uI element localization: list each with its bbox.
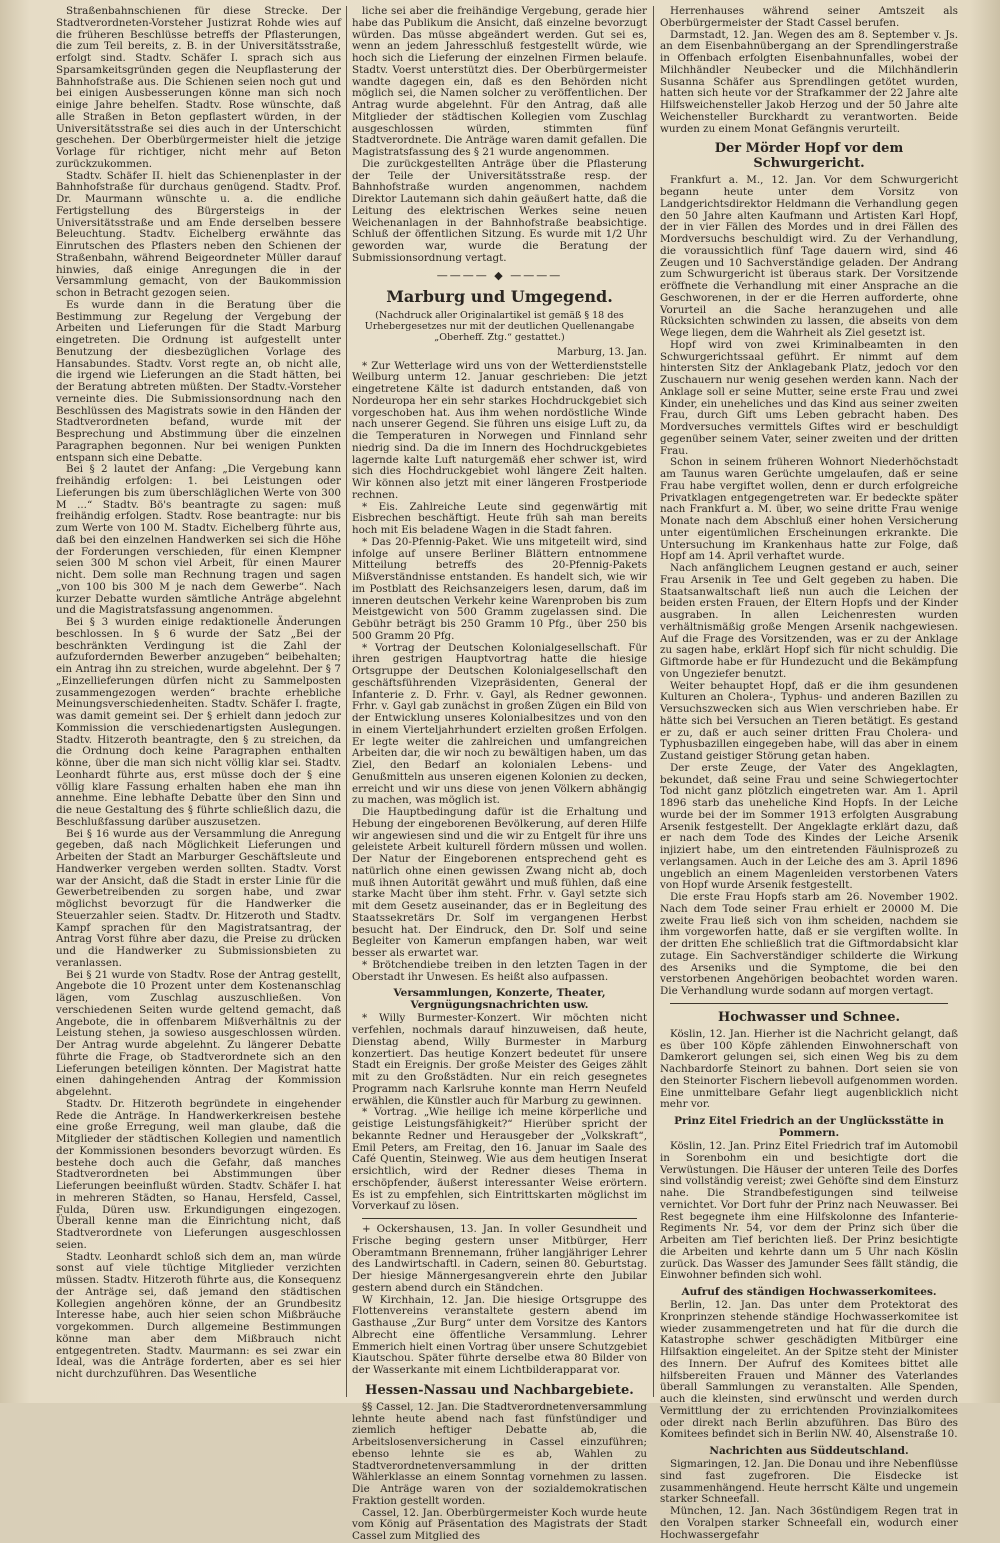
paragraph: Berlin, 12. Jan. Das unter dem Protektorat des Kronprinzen stehende ständige Hochwasserkomitee ist wieder zusammengetreten und hat für die durch die Katastrophe schwer geschädigten Mitbürger eine Hilfsaktion eingeleitet. An der Spitze steht der Minister des Innern. Der Aufruf des Komitees bittet alle hilfsbereiten Frauen und Männer des Vaterlandes überall Sammlungen zu veranstalten. Alle Spenden, auch die kleinsten, sind erwünscht und werden durch Vermittlung der zu errichtenden Provinzialkomitees oder direkt nach Berlin abzuführen. Das Büro des Komitees befindet sich in Berlin NW. 40, Alsenstraße 10. (660, 1299, 958, 1441)
paragraph: Köslin, 12. Jan. Hierher ist die Nachricht gelangt, daß es über 100 Köpfe zählenden Einwohnerschaft von Damkerort gelungen sei, sich einen Weg bis zu dem Nachbardorfe Steinort zu bahnen. Dort seien sie von den Steinorter Fischern liebevoll aufgenommen worden. Eine unmittelbare Gefahr liegt augenblicklich nicht mehr vor. (660, 1027, 958, 1111)
paragraph: Nach anfänglichem Leugnen gestand er auch, seiner Frau Arsenik in Tee und Gelt gegeben zu haben. Die Staatsanwaltschaft ließ nun auch die Leichen der beiden ersten Frauen, der Eltern Hopfs und der Kinder ausgraben. In allen Leichenresten wurden verhältnismäßig große Mengen Arsenik nachgewiesen. Auf die Frage des Vorsitzenden, was er zu der Anklage zu sagen habe, erklärt Hopf sich für nicht schuldig. Die Giftmorde habe er für Hundezucht und die Bekämpfung von Ungeziefer benutzt. (660, 562, 958, 680)
paragraph: Die erste Frau Hopfs starb am 26. November 1902. Nach dem Tode seiner Frau erhielt er 20000 M. Die zweite Frau ließ sich von ihm scheiden, nachdem sie ihm vorgeworfen hatte, daß er sie vergiften wollte. In der dritten Ehe schließlich trat die Giftmordabsicht klar zutage. Ein Sachverständiger schilderte die Wirkung des Arseniks und die Symptome, die bei den verstorbenen Angehörigen beobachtet worden waren. Die Verhandlung wurde sodann auf morgen vertagt. (660, 891, 958, 997)
paragraph: Bei § 16 wurde aus der Versammlung die Anregung gegeben, daß nach Möglichkeit Lieferungen und Arbeiten der Stadt an Marburger Geschäftsleute und Handwerker vergeben werden sollten. Stadtv. Vorst war der Ansicht, daß die Stadt in erster Linie für die Gewerbetreibenden zu sorgen habe, und zwar möglichst bevorzugt für die Handwerker die Steuerzahler seien. Stadtv. Dr. Hitzeroth und Stadtv. Kampf sprachen für den Magistratsantrag, der Antrag Vorst führe aber dazu, die Preise zu drücken und die Handwerker zu Submissionsbieten zu veranlassen. (56, 827, 341, 969)
article-text (660, 175, 958, 998)
column-2 (352, 5, 647, 1542)
paragraph: Der erste Zeuge, der Vater des Angeklagten, bekundet, daß seine Frau und seine Schwiegertochter Tod nicht ganz plötzlich eingetreten war. Am 1. April 1896 starb das uneheliche Kind Hopfs. In der Leiche wurde bei der im Sommer 1913 erfolgten Ausgrabung Arsenik festgestellt. Der Angeklagte erklärt dazu, daß er nach dem Tode des Kindes der Leiche Arsenik injiziert habe, um den eintretenden Fäulnisprozeß zu verlangsamen. Auch in der Leiche des am 3. April 1896 ungeblich an einem Magenleiden verstorbenen Vaters von Hopf wurde Arsenik festgestellt. (660, 761, 958, 892)
paragraph: liche sei aber die freihändige Vergebung, gerade hier habe das Publikum die Ansicht, daß einzelne bevorzugt würden. Das müsse abgeändert werden. Gut sei es, wenn an jedem Jahresschluß festgestellt würde, wie hoch sich die Lieferung der einzelnen Firmen belaufe. Stadtv. Voerst unterstützt dies. Der Oberbürgermeister wandte dagegen ein, daß es den Behörden nicht möglich sei, die Namen solcher zu veröffentlichen. Der Antrag wurde abgelehnt. Für den Antrag, daß alle Mitglieder der städtischen Kollegien vom Zuschlag ausgeschlossen würden, stimmten fünf Stadtverordnete. Die Anträge waren damit gefallen. Die Magistratsfassung des § 21 wurde angenommen. (352, 5, 647, 158)
section-heading: Marburg und Umgegend. (386, 286, 613, 306)
paragraph: Stadtv. Dr. Hitzeroth begründete in eingehender Rede die Anträge. In Handwerkerkreisen bestehe eine große Erregung, weil man glaube, daß die Mitglieder der städtischen Kollegien und namentlich der Kommissionen besonders bevorzugt würden. Es bestehe doch auch die Gefahr, daß manches Stadtverordneten bei Abstimmungen über Lieferungen beeinflußt würden. Stadtv. Schäfer I. hat in mehreren Städten, so Hanau, Hersfeld, Cassel, Fulda, Düren usw. Erkundigungen eingezogen. Überall kenne man die Einrichtung nicht, daß Stadtverordnete von Lieferungen ausgeschlossen seien. (56, 1097, 341, 1251)
section-heading: Der Mörder Hopf vor dem Schwurgericht. (714, 141, 904, 172)
paragraph: Hopf wird von zwei Kriminalbeamten in den Schwurgerichtssaal geführt. Er nimmt auf dem hintersten Sitz der Anklagebank Platz, jedoch vor den Zuschauern nur wenig gesehen werden kann. Nach der Anklage soll er seine Mutter, seine erste Frau und zwei Kinder, ein uneheliches und das Kind aus seiner zweiten Frau, durch Gift ums Leben gebracht haben. Des Mordversuches vermittels Giftes wird er beschuldigt gegenüber seinem Vater, seiner zweiten und der dritten Frau. (660, 338, 958, 457)
paragraph: Frankfurt a. M., 12. Jan. Vor dem Schwurgericht begann heute unter dem Vorsitz von Landgerichtsdirektor Heldmann die Verhandlung gegen den 50 Jahre alten Kaufmann und Artisten Karl Hopf, der in vier Fällen des Mordes und in drei Fällen des Mordversuchs beschuldigt wird. Zu der Verhandlung, die voraussichtlich fünf Tage dauern wird, sind 46 Zeugen und 10 Sachverständige geladen. Der Andrang zum Schwurgericht ist überaus stark. Der Vorsitzende eröffnete die Verhandlung mit einer Ansprache an die Geschworenen, in der er die Herren aufforderte, ohne Vorurteil an die Sache heranzugehen und alle Rücksichten schwinden zu lassen, die abseits von dem Wege liegen, dem die Wahrheit als Ziel gesetzt ist. (660, 174, 958, 339)
paragraph: Köslin, 12. Jan. Prinz Eitel Friedrich traf im Automobil in Sorenbohm ein und besichtigte dort die Verwüstungen. Die Häuser der unteren Teile des Dorfes sind vollständig vereist; zwei Gehöfte sind dem Einsturz nahe. Die Strandbefestigungen sind teilweise vernichtet. Vor Dort fuhr der Prinz nach Neuwasser. Bei Rest begegnete ihm eine Hilfskolonne des Infanterie-Regiments Nr. 54, vor dem der Prinz sich über die Arbeiten am Tief berichten ließ. Der Prinz besichtigte die Arbeiten und kehrte dann um 5 Uhr nach Köslin zurück. Das Wasser des Jamunder Sees fällt ständig, die Einwohner befinden sich wohl. (660, 1140, 958, 1282)
article-text (660, 1300, 958, 1441)
dateline: Marburg, 13. Jan. (556, 346, 647, 358)
paragraph: Bei § 21 wurde von Stadtv. Rose der Antrag gestellt, Angebote die 10 Prozent unter dem Kostenanschlag lägen, vom Zuschlag auszuschließen. Von verschiedenen Seiten wurde geltend gemacht, daß Angebote, die in offenbarem Mißverhältnis zu der Leistung stehen, ja sowieso ausgeschlossen würden. Der Antrag wurde abgelehnt. Zu längerer Debatte führte die Frage, ob Stadtverordnete sich an den Lieferungen beteiligen könnten. Der Magistrat hatte einen dahingehenden Antrag der Kommission abgelehnt. (56, 968, 341, 1098)
paragraph: Weiter behauptet Hopf, daß er die ihm gesundenen Kulturen an Cholera-, Typhus- und anderen Bazillen zu Versuchszwecken sich aus Wien verschrieben habe. Er hätte sich bei Versuchen an Tieren betätigt. Es gestand er zu, daß er auch seiner dritten Frau Cholera- und Typhusbazillen eingegeben habe, will das aber in einem Zustand geistiger Störung getan haben. (660, 679, 958, 762)
paragraph: Sigmaringen, 12. Jan. Die Donau und ihre Nebenflüsse sind fast zugefroren. Die Eisdecke ist zusammenhängend. Heute herrscht Kälte und ungemein starker Schneefall. (660, 1458, 958, 1506)
subsection-heading: Nachrichten aus Süddeutschland. (709, 1445, 909, 1457)
paragraph: * Das 20-Pfennig-Paket. Wie uns mitgeteilt wird, sind infolge auf unsere Berliner Blättern entnommene Mitteilung betreffs des 20-Pfennig-Pakets Mißverständnisse entstanden. Es handelt sich, wie wir im Postblatt des Reichsanzeigers lesen, darum, daß im inneren deutschen Verkehr keine Warenproben bis zum Meistgewicht von 500 Gramm zugelassen sind. Die Gebühr beträgt bis 250 Gramm 10 Pfg., über 250 bis 500 Gramm 20 Pfg. (352, 535, 647, 642)
article-text (660, 6, 958, 135)
paragraph: Die zurückgestellten Anträge über die Pflasterung der Teile der Universitätsstraße resp. der Bahnhofstraße wurden angenommen, nachdem Direktor Lautemann sich dahin geäußert hatte, daß die Leitung des elektrischen Werkes seine neuen Weichenanlagen in der Bahnhofstraße beabsichtige. Schluß der öffentlichen Sitzung. Es wurde mit 1/2 Uhr geworden war, wurde die Beratung der Submissionsordnung vertagt. (352, 157, 647, 264)
paragraph: Stadtv. Schäfer II. hielt das Schienenplaster in der Bahnhofstraße für durchaus genügend. Stadtv. Prof. Dr. Maurmann wünschte u. a. die endliche Fertigstellung des Bürgersteigs in der Universitätsstraße und am Ende derselben bessere Beleuchtung. Stadtv. Eichelberg erwähnte das Einrutschen des Pflasters neben den Schienen der Straßenbahn, während Beigeordneter Müller darauf hinwies, daß einige Anregungen die in der Versammlung gemacht, von der Baukommission schon in Betracht gezogen seien. (56, 169, 341, 299)
paragraph: * Brötchendiebe treiben in den letzten Tagen in der Oberstadt ihr Unwesen. Es heißt also aufpassen. (352, 958, 647, 983)
paragraph: München, 12. Jan. Nach 36stündigem Regen trat in den Voralpen starker Schneefall ein, wodurch einer Hochwassergefahr (660, 1505, 958, 1541)
article-text (352, 1013, 647, 1213)
paragraph: Straßenbahnschienen für diese Strecke. Der Stadtverordneten-Vorsteher Justizrat Rohde wies auf die früheren Beschlüsse betreffs der Pflasterungen, die zum Teil bereits, z. B. in der Universitätsstraße, erfolgt sind. Stadtv. Schäfer I. sprach sich aus Sparsamkeitsgründen gegen die Neupflasterung der Bahnhofstraße aus. Die Schienen seien noch gut und bei einigen Ausbesserungen könne man sich noch einige Jahre behelfen. Stadtv. Rose wünschte, daß alle Straßen in Beton gepflastert würden, in der Universitätsstraße sei dies auch in der Unterschicht geschehen. Der Oberbürgermeister hielt die jetzige Vorlage für richtiger, nicht mehr auf Beton zurückzukommen. (56, 5, 341, 170)
subsection-heading: Aufruf des ständigen Hochwasserkomitees. (681, 1286, 937, 1298)
paragraph: * Eis. Zahlreiche Leute sind gegenwärtig mit Eisbrechen beschäftigt. Heute früh sah man bereits hoch mit Eis beladene Wagen in die Stadt fahren. (352, 500, 647, 536)
paragraph: Herrenhauses während seiner Amtszeit als Oberbürgermeister der Stadt Cassel berufen. (660, 5, 958, 29)
paragraph: Darmstadt, 12. Jan. Wegen des am 8. September v. Js. an dem Eisenbahnübergang an der Sprendlingerstraße in Offenbach erfolgten Eisenbahnunfalles, wobei der Milchhändler Neubecker und die Milchhändlerin Susanna Schäfer aus Sprendlingen getötet wurden, hatten sich heute vor der Strafkammer der 22 Jahre alte Hilfsweichensteller Jakob Herzog und der 50 Jahre alte Weichensteller Burckhardt zu verantworten. Beide wurden zu einem Monat Gefängnis verurteilt. (660, 28, 958, 135)
paragraph: §§ Cassel, 12. Jan. Die Stadtverordnetenversammlung lehnte heute abend nach fast fünfstündiger und ziemlich heftiger Debatte ab, die Arbeitslosenversicherung in Cassel einzuführen; ebenso lehnte sie es ab, Wahlen zu Stadtverordnetenversammlung in der dritten Wählerklasse an einem Sonntag vornehmen zu lassen. Die Anträge waren von der sozialdemokratischen Fraktion gestellt worden. (352, 1400, 647, 1507)
paragraph: Bei § 2 lautet der Anfang: „Die Vergebung kann freihändig erfolgen: 1. bei Leistungen oder Lieferungen bis zum überschläglichen Werte von 300 M ...“ Stadtv. Bö's beantragte zu sagen: muß freihändig erfolgen. Stadtv. Rose beantragte: nur bis zum Werte von 100 M. Stadtv. Eichelberg führte aus, daß bei den einzelnen Handwerken sei sich die Höhe der Forderungen verschieden, für einen Klempner seien 300 M schon viel Arbeit, für einen Maurer nicht. Dem solle man Rechnung tragen und sagen „von 100 bis 300 M je nach dem Gewerbe“. Nach kurzer Debatte wurden sämtliche Anträge abgelehnt und die Magistratsfassung angenommen. (56, 463, 341, 617)
subsection-heading: Prinz Eitel Friedrich an der Unglücksstätte in Pommern. (674, 1115, 944, 1139)
paragraph: W Kirchhain, 12. Jan. Die hiesige Ortsgruppe des Flottenvereins veranstaltete gestern abend im Gasthause „Zur Burg“ unter dem Vorsitze des Kantors Albrecht eine öffentliche Versammlung. Lehrer Emmerich hielt einen Vortrag über unsere Schutzgebiet Kiautschou. Später führte derselbe etwa 80 Bilder von der Wasserkante mit einem Lichtbilderapparat vor. (352, 1293, 647, 1376)
column-1 (56, 6, 341, 1397)
article-text (352, 1224, 647, 1377)
reprint-notice: (Nachdruck aller Originalartikel ist gemäß § 18 des Urhebergesetzes nur mit der deutlichen Quellenangabe „Oberheff. Ztg.“ gestattet.) (364, 309, 635, 343)
paragraph: Die Hauptbedingung dafür ist die Erhaltung und Hebung der eingeborenen Bevölkerung, auf deren Hilfe wir angewiesen sind und die wir zu Entgelt für ihre uns geleistete Arbeit kulturell fördern müssen und wollen. Der Natur der Eingeborenen entsprechend geht es natürlich ohne einen gewissen Zwang nicht ab, doch muß ihnen Autorität gewährt und muß fühlen, daß eine starke Macht über ihm steht. Frhr. v. Gayl setzte sich mit dem Gesetz auseinander, das er in Begleitung des Staatssekretärs Dr. Solf im vergangenen Herbst besucht hat. Der Eindruck, den Dr. Solf und seine Begleiter von Kamerun empfangen haben, war weit besser als erwartet war. (352, 806, 647, 959)
section-heading: Hessen-Nassau und Nachbargebiete. (365, 1382, 634, 1398)
paragraph: Schon in seinem früheren Wohnort Niederhöchstadt am Taunus waren Gerüchte umgelaufen, daß er seine Frau habe vergiftet wollen, denn er durch erfolgreiche Privatklagen entgegengetreten war. Er bedeckte später nach Frankfurt a. M. über, wo seine dritte Frau wenige Monate nach dem Abschluß einer hohen Versicherung unter eigentümlichen Erscheinungen erkrankte. Die Untersuchung im Krankenhaus hatte zur Folge, daß Hopf am 14. April verhaftet wurde. (660, 456, 958, 563)
article-text (352, 361, 647, 984)
article-text (660, 1141, 958, 1282)
paragraph: * Zur Wetterlage wird uns von der Wetterdienststelle Weilburg unterm 12. Januar geschrieben: Die jetzt eingetretene Kälte ist dadurch entstanden, daß von Nordeuropa her ein sehr starkes Hochdruckgebiet sich vorgeschoben hat. Aus ihm wehen nordöstliche Winde nach unserer Gegend. Sie führen uns eisige Luft zu, da die Temperaturen in Norwegen und Finnland sehr niedrig sind. Da die im Innern des Hochdruckgebietes lagernde kalte Luft naturgemäß eher schwer ist, wird sich dies Hochdruckgebiet wohl längere Zeit halten. Wir können also jetzt mit einer längeren Frostperiode rechnen. (352, 359, 647, 501)
subsection-heading: Versammlungen, Konzerte, Theater, Vergnügungsnachrichten usw. (393, 987, 606, 1012)
paragraph: Bei § 3 wurden einige redaktionelle Änderungen beschlossen. In § 6 wurde der Satz „Bei der beschränkten Verdingung ist die Zahl der aufzufordernden Bewerber anzugeben“ beibehalten; ein Antrag ihn zu streichen, wurde abgelehnt. Der § 7 „Einzellieferungen dürfen nicht zu Sammelposten zusammengezogen werden“ brachte erhebliche Meinungsverschiedenheiten. Stadtv. Schäfer I. fragte, was damit gemeint sei. Der § erhielt dann jedoch zur Kommission die verschiedenartigsten Auslegungen. Stadtv. Hitzeroth beantragte, den § zu streichen, da die Ordnung doch keine Paragraphen enthalten könne, über die man sich nicht völlig klar sei. Stadtv. Leonhardt führte aus, erst müsse doch der § eine völlig klare Fassung erhalten haben ehe man ihn annehme. Eine lebhafte Debatte über den Sinn und die neue Gestaltung des § führte schließlich dazu, die Beschlußfassung darüber auszusetzen. (56, 616, 341, 828)
article-text (352, 6, 647, 265)
divider (670, 1003, 948, 1004)
article-text (56, 6, 341, 1381)
article-text (660, 1459, 958, 1541)
column-3 (660, 5, 958, 1541)
article-text (660, 1029, 958, 1111)
divider (362, 1218, 637, 1219)
paragraph: * Vortrag der Deutschen Kolonialgesellschaft. Für ihren gestrigen Hauptvortrag hatte die hiesige Ortsgruppe der Deutschen Kolonialgesellschaft den geschäftsführenden Vizepräsidenten, General der Infanterie z. D. Frhr. v. Gayl, als Redner gewonnen. Frhr. v. Gayl gab zunächst in großen Zügen ein Bild von der Entwicklung unseres Kolonialbesitzes und von den in einem Vierteljahrhundert erzielten großen Erfolgen. Er legte weiter die zahlreichen und umfangreichen Arbeiten dar, die wir noch zu bewältigen haben, um das Ziel, den Bedarf an kolonialen Lebens- und Genußmitteln aus unseren eigenen Kolonien zu decken, erreicht und wir uns diese von jenen Völkern abhängig zu machen, was möglich ist. (352, 641, 647, 807)
paragraph: Es wurde dann in die Beratung über die Bestimmung zur Regelung der Vergebung der Arbeiten und Lieferungen für die Stadt Marburg eingetreten. Die Ordnung ist aufgestellt unter Benutzung der diesbezüglichen Vorlage des Hansabundes. Stadtv. Vorst regte an, ob nicht alle, die irgend wie Lieferungen an die Stadt hätten, bei der Beratung abtreten müßten. Der Stadtv.-Vorsteher verneinte dies. Die Submissionsordnung nach den Beschlüssen des Magistrats sowie in den Händen der Stadtverordneten befand, wurde mit der Besprechung und Abstimmung über die einzelnen Paragraphen begonnen. Nur bei wenigen Punkten entspann sich eine Debatte. (56, 298, 341, 464)
article-text (352, 1402, 647, 1543)
paragraph: Cassel, 12. Jan. Oberbürgermeister Koch wurde heute vom König auf Präsentation des Magistrats der Stadt Cassel zum Mitglied des (352, 1506, 647, 1542)
column-rule (653, 6, 654, 1397)
paragraph: * Vortrag. „Wie heilige ich meine körperliche und geistige Leistungsfähigkeit?“ Hierüber spricht der bekannte Redner und Herausgeber der „Volkskraft“, Emil Peters, am Freitag, den 16. Januar im Saale des Café Quentin, Steinweg. Wie aus dem heutigen Inserat ersichtlich, wird der Redner dieses Thema in erschöpfender, äußerst interessanter Weise erörtern. Es ist zu empfehlen, sich Eintrittskarten möglichst im Vorverkauf zu lösen. (352, 1106, 647, 1213)
paragraph: + Ockershausen, 13. Jan. In voller Gesundheit und Frische beging gestern unser Mitbürger, Herr Oberamtmann Brennemann, früher langjähriger Lehrer des Landwirtschaftl. in Cadern, seinen 80. Geburtstag. Der hiesige Männergesangverein ehrte den Jubilar gestern abend durch ein Ständchen. (352, 1223, 647, 1294)
section-heading: Hochwasser und Schnee. (717, 1009, 900, 1025)
paragraph: * Willy Burmester-Konzert. Wir möchten nicht verfehlen, nochmals darauf hinzuweisen, daß heute, Dienstag abend, Willy Burmester in Marburg konzertiert. Das heutige Konzert bedeutet für unsere Stadt ein Ereignis. Der große Meister des Geiges zählt mit zu den Großstädten. Nur ein reich gesegnetes Programm nach Karlsruhe konnte man Herrn Neufeld erwählen, die Künstler auch für Marburg zu gewinnen. (352, 1012, 647, 1107)
paragraph: Stadtv. Leonhardt schloß sich dem an, man würde sonst auf viele tüchtige Mitglieder verzichten müssen. Stadtv. Hitzeroth führte aus, die Konsequenz der Anträge sei, daß jemand den städtischen Kollegien angehören könne, der an Grundbesitz Interesse habe, auch hier seien schon Mißbräuche vorgekommen. Durch allgemeine Bestimmungen könne man aber dem Mißbrauch nicht entgegentreten. Stadtv. Maurmann: es sei zwar ein Ideal, was die Anträge forderten, aber es sei hier nicht durchzuführen. Das Wesentliche (56, 1250, 341, 1380)
column-rule (346, 6, 347, 1397)
section-ornament: ———— ◆ ———— (436, 268, 563, 282)
